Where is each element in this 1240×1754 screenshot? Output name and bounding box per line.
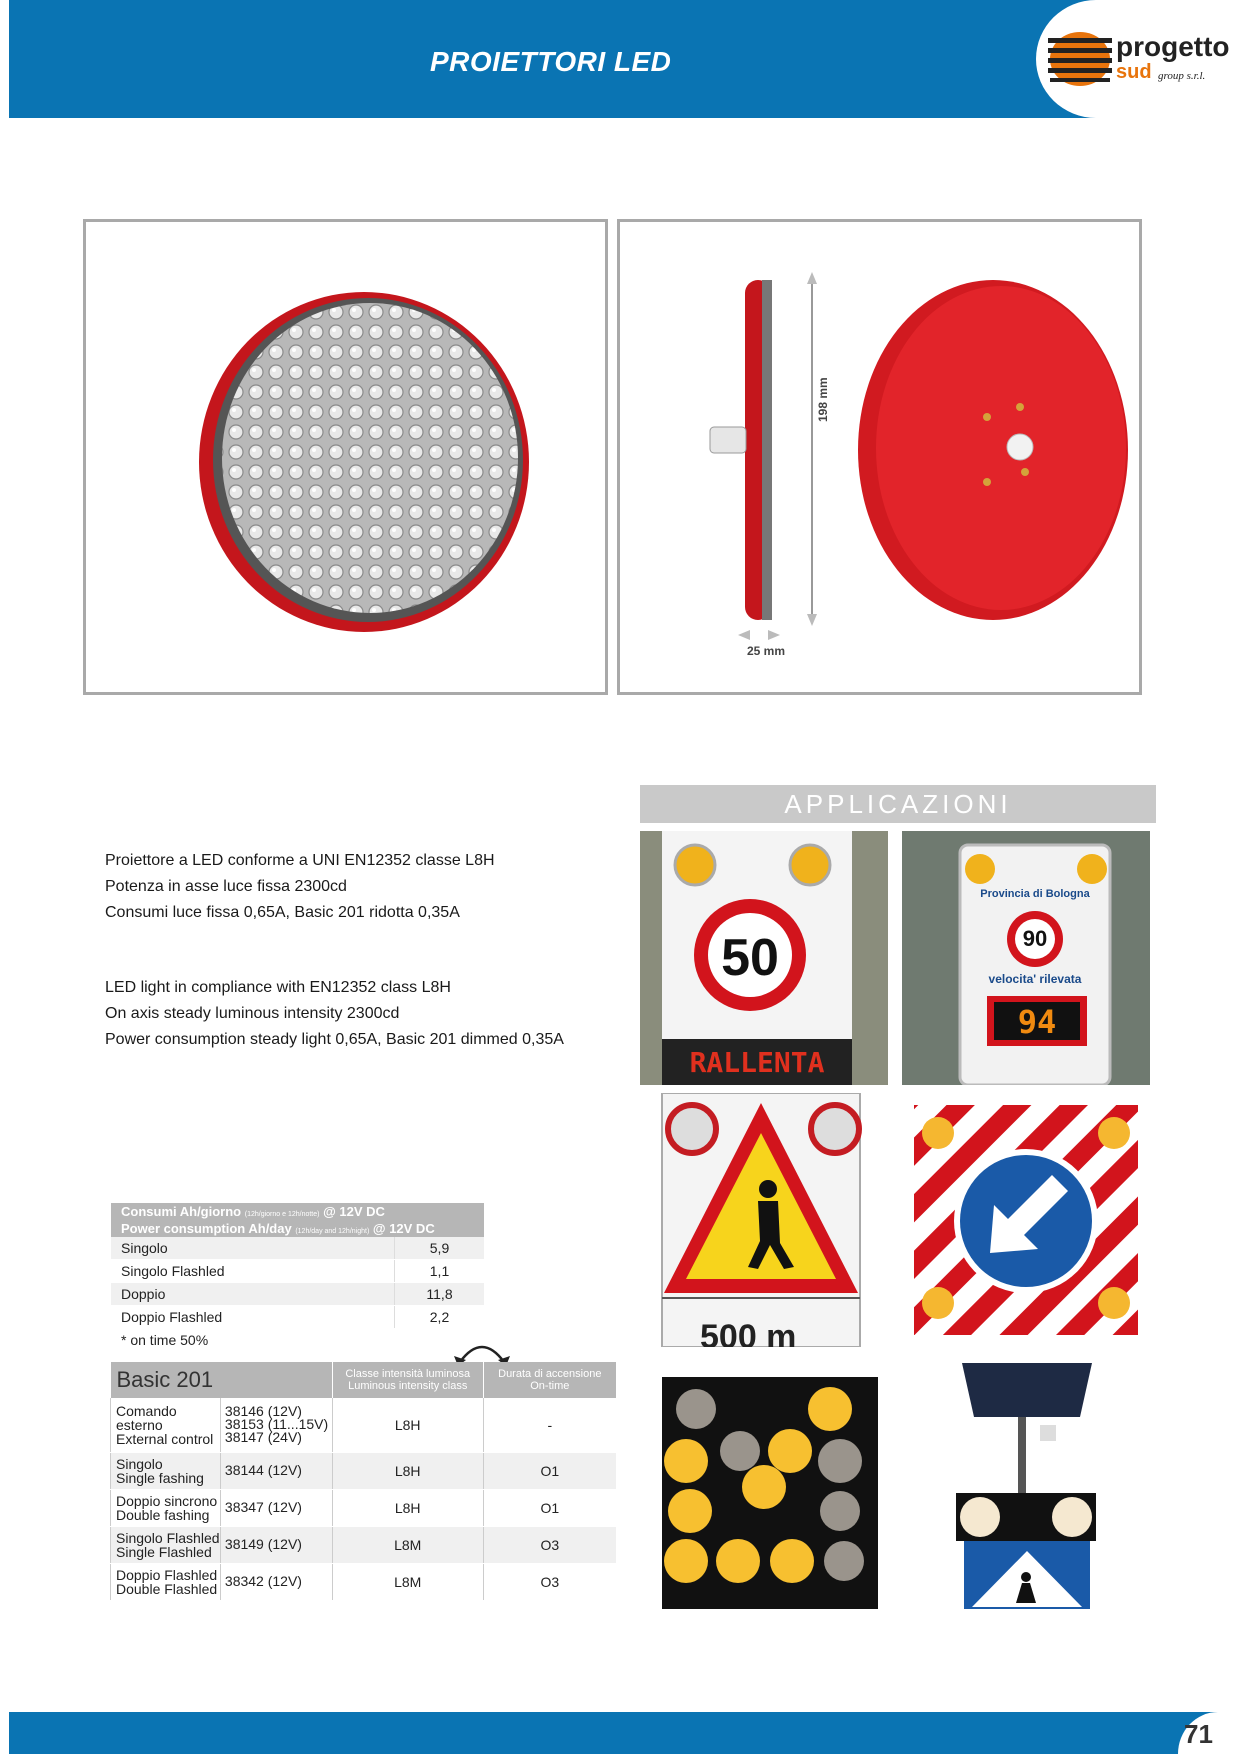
product-photo-front bbox=[83, 219, 608, 695]
consumption-label: Singolo Flashled bbox=[121, 1263, 225, 1279]
basic-duration-cell: O1 bbox=[483, 1489, 616, 1526]
logo-sub-text: sud bbox=[1116, 61, 1152, 83]
basic-name-it: Doppio sincrono bbox=[116, 1492, 218, 1509]
basic-table-header bbox=[111, 1362, 617, 1398]
table-row bbox=[111, 1563, 617, 1600]
page-number: 71 bbox=[1184, 1719, 1213, 1749]
applications-title: APPLICAZIONI bbox=[640, 785, 1156, 823]
basic-code: 38153 (11...15V) bbox=[224, 1416, 329, 1433]
basic-code-cell bbox=[220, 1398, 332, 1452]
basic-duration-cell: O3 bbox=[483, 1563, 616, 1600]
consumption-table-header bbox=[111, 1203, 484, 1237]
description-line: LED light in compliance with EN12352 class L8H bbox=[105, 979, 451, 996]
consumption-header-it: Consumi Ah/giorno bbox=[121, 1204, 242, 1219]
company-logo bbox=[1036, 0, 1240, 118]
basic-class-cell: L8H bbox=[332, 1452, 483, 1489]
led-projector-front-image bbox=[86, 222, 605, 692]
basic-duration-cell: - bbox=[483, 1398, 616, 1452]
table-row bbox=[111, 1398, 617, 1452]
application-photo-keep-direction bbox=[902, 1093, 1150, 1347]
table-row bbox=[111, 1526, 617, 1563]
column-header-duration-it: Durata di accensione bbox=[498, 1368, 602, 1380]
description-italian bbox=[105, 848, 495, 926]
description-line: Consumi luce fissa 0,65A, Basic 201 ridotta 0,35A bbox=[105, 904, 460, 921]
consumption-value: 11,8 bbox=[394, 1283, 484, 1305]
consumption-value: 2,2 bbox=[394, 1306, 484, 1328]
table-row bbox=[111, 1283, 484, 1306]
province-label: Provincia di Bologna bbox=[980, 888, 1090, 900]
description-line: Potenza in asse luce fissa 2300cd bbox=[105, 878, 347, 895]
basic-code: 38146 (12V) bbox=[224, 1403, 302, 1420]
basic-name-en: Single Flashled bbox=[116, 1543, 212, 1560]
consumption-label: Doppio Flashled bbox=[121, 1309, 223, 1325]
consumption-label: Singolo bbox=[121, 1240, 168, 1256]
basic-name-en: Single fashing bbox=[116, 1469, 204, 1486]
footer-bar bbox=[9, 1712, 1240, 1754]
basic-code-cell: 38342 (12V) bbox=[220, 1563, 332, 1600]
column-header-class-it: Classe intensità luminosa bbox=[345, 1368, 471, 1380]
consumption-label: Doppio bbox=[121, 1286, 166, 1302]
basic-code-cell: 38347 (12V) bbox=[220, 1489, 332, 1526]
consumption-header-it-voltage: @ 12V DC bbox=[323, 1204, 385, 1219]
basic-name-cell bbox=[111, 1526, 221, 1563]
radar-speed-limit: 90 bbox=[1022, 926, 1048, 951]
basic-name-it: Singolo bbox=[116, 1455, 163, 1472]
basic-code: 38147 (24V) bbox=[224, 1429, 302, 1446]
description-english bbox=[105, 975, 564, 1053]
consumption-value: 1,1 bbox=[394, 1260, 484, 1282]
page-title: PROIETTORI LED bbox=[430, 46, 672, 77]
basic-duration-cell: O3 bbox=[483, 1526, 616, 1563]
basic-name-it: Comando esterno bbox=[116, 1402, 177, 1433]
table-row bbox=[111, 1452, 617, 1489]
consumption-note: * on time 50% bbox=[121, 1332, 209, 1348]
led-projector-side-image bbox=[620, 222, 1139, 692]
column-header-duration-en: On-time bbox=[530, 1380, 570, 1392]
consumption-table bbox=[111, 1203, 484, 1351]
height-dimension-label: 198 mm bbox=[816, 377, 830, 422]
consumption-header-en-note: (12h/day and 12h/night) bbox=[295, 1228, 370, 1235]
depth-dimension-label: 25 mm bbox=[747, 644, 786, 658]
logo-group-text: group s.r.l. bbox=[1158, 70, 1206, 82]
basic-name-cell bbox=[111, 1398, 221, 1452]
table-row bbox=[111, 1306, 484, 1329]
column-header-class bbox=[332, 1362, 483, 1398]
description-line: On axis steady luminous intensity 2300cd bbox=[105, 1005, 400, 1022]
basic-code-cell: 38144 (12V) bbox=[220, 1452, 332, 1489]
table-row bbox=[111, 1260, 484, 1283]
logo-main-text: progetto bbox=[1116, 31, 1230, 62]
description-line: Proiettore a LED conforme a UNI EN12352 classe L8H bbox=[105, 852, 495, 869]
basic-name-en: Double fashing bbox=[116, 1506, 210, 1523]
consumption-header-it-note: (12h/giorno e 12h/notte) bbox=[244, 1211, 320, 1218]
basic-name-en: Double Flashled bbox=[116, 1580, 218, 1597]
basic-201-table bbox=[110, 1362, 616, 1601]
speed-limit-number: 50 bbox=[721, 929, 779, 987]
description-line: Power consumption steady light 0,65A, Basic 201 dimmed 0,35A bbox=[105, 1031, 564, 1048]
basic-duration-cell: O1 bbox=[483, 1452, 616, 1489]
table-row bbox=[111, 1237, 484, 1260]
basic-name-it: Singolo Flashled bbox=[116, 1529, 220, 1546]
distance-sign-text: 500 m bbox=[700, 1318, 797, 1347]
application-photo-speed-radar bbox=[902, 831, 1150, 1085]
basic-name-cell bbox=[111, 1563, 221, 1600]
basic-name-it: Doppio Flashled bbox=[116, 1566, 218, 1583]
application-photo-solar-crossing bbox=[902, 1355, 1150, 1609]
basic-code-cell: 38149 (12V) bbox=[220, 1526, 332, 1563]
application-photo-speed-limit bbox=[640, 831, 888, 1085]
basic-class-cell: L8M bbox=[332, 1526, 483, 1563]
basic-class-cell: L8H bbox=[332, 1489, 483, 1526]
application-photo-roadworks bbox=[640, 1093, 888, 1347]
consumption-header-en-voltage: @ 12V DC bbox=[372, 1221, 435, 1236]
table-row bbox=[111, 1489, 617, 1526]
basic-name-cell bbox=[111, 1452, 221, 1489]
product-photo-side bbox=[617, 219, 1142, 695]
basic-table-title: Basic 201 bbox=[111, 1362, 333, 1398]
column-header-class-en: Luminous intensity class bbox=[348, 1380, 468, 1392]
application-photo-arrow-panel bbox=[640, 1355, 888, 1609]
column-header-duration bbox=[483, 1362, 616, 1398]
detected-speed-display: 94 bbox=[1017, 1003, 1057, 1041]
rallenta-display: RALLENTA bbox=[689, 1046, 825, 1079]
basic-name-cell bbox=[111, 1489, 221, 1526]
basic-class-cell: L8M bbox=[332, 1563, 483, 1600]
basic-class-cell: L8H bbox=[332, 1398, 483, 1452]
basic-name-en: External control bbox=[116, 1430, 214, 1447]
detected-speed-label: velocita' rilevata bbox=[988, 972, 1082, 986]
consumption-value: 5,9 bbox=[394, 1237, 484, 1259]
consumption-header-en: Power consumption Ah/day bbox=[121, 1221, 292, 1236]
logo-globe-icon bbox=[1046, 28, 1114, 90]
